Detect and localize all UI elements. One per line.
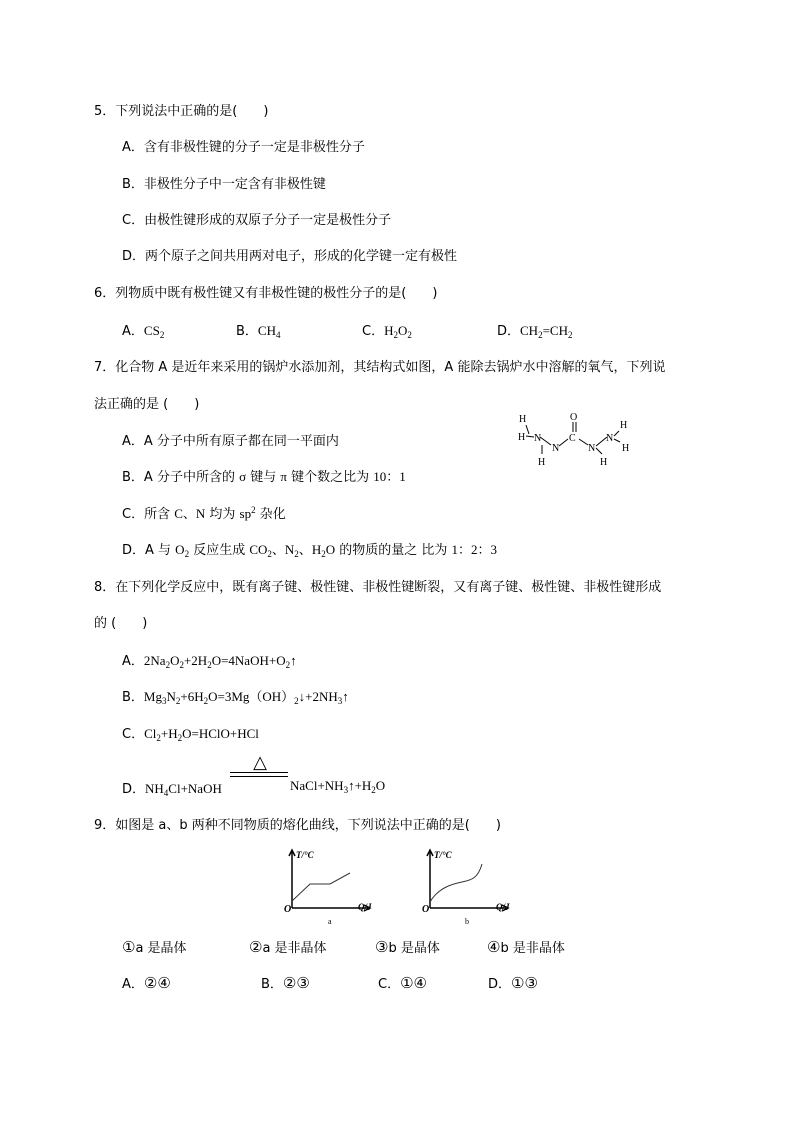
q9-option-d: D．①③ xyxy=(488,974,538,992)
q9-stem: 9．如图是 a、b 两种不同物质的熔化曲线，下列说法中正确的是( ) xyxy=(94,818,501,833)
q7-atom-n1: N xyxy=(534,433,542,444)
q9-graph-b-ylabel: T/°C xyxy=(434,850,452,860)
q7-atom-h1: H xyxy=(519,414,527,425)
q9-graph-b xyxy=(416,846,516,926)
q8-stem-line1: 8．在下列化学反应中，既有离子键、极性键、非极性键断裂，又有离子键、极性键、非极性键形成 xyxy=(94,580,662,595)
q7-stem-line2: 法正确的是 ( ) xyxy=(94,397,200,412)
q7-atom-h6: H xyxy=(622,443,630,454)
q9-graph-a-ylabel: T/°C xyxy=(296,850,314,860)
q7-atom-h4: H xyxy=(600,457,608,468)
q9-statement-1: ①a 是晶体 xyxy=(122,938,187,956)
q7-atom-h5: H xyxy=(620,420,628,431)
q7-atom-n4: N xyxy=(606,433,614,444)
q7-structural-formula xyxy=(510,408,640,470)
q7-atom-n2: N xyxy=(552,443,560,454)
q7-atom-h3: H xyxy=(538,457,546,468)
q9-graph-b-caption: b xyxy=(465,917,469,926)
q9-statement-4: ④b 是非晶体 xyxy=(487,938,565,956)
q6-stem: 6．列物质中既有极性键又有非极性键的极性分子的是( ) xyxy=(94,286,438,301)
q7-atom-n3: N xyxy=(588,443,596,454)
q9-graph-a xyxy=(278,846,378,926)
q5-option-b: B．非极性分子中一定含有非极性键 xyxy=(122,177,326,192)
q6-option-c: C．$H_2O_2$ xyxy=(362,323,412,340)
q9-statement-3: ③b 是晶体 xyxy=(375,938,440,956)
q8-option-c: C．$Cl_2+H_2O=HClO+HCl$ xyxy=(122,726,259,743)
q7-option-b: B．A 分子中所含的 σ 键与 π 键个数之比为 10：1 xyxy=(122,469,406,485)
q5-option-d: D．两个原子之间共用两对电子，形成的化学键一定有极性 xyxy=(122,249,458,264)
q9-option-b: B．②③ xyxy=(261,974,310,992)
q6-option-a: A．$CS_2$ xyxy=(122,323,165,340)
q7-atom-h2: H xyxy=(518,432,526,443)
q8-option-a: A．$2Na_2O_2+2H_2O=4NaOH+O_2↑$ xyxy=(122,653,297,670)
q9-option-a: A．②④ xyxy=(122,974,171,992)
q9-option-c: C．①④ xyxy=(378,974,427,992)
q9-statement-2: ②a 是非晶体 xyxy=(249,938,327,956)
q9-graph-b-xlabel: Q/J xyxy=(496,902,510,912)
q7-atom-c: C xyxy=(569,433,576,444)
q8-option-d-equation-bar-bottom xyxy=(230,776,288,777)
q9-graph-a-caption: a xyxy=(328,917,332,926)
q6-option-b: B．$CH_4$ xyxy=(236,323,281,340)
q8-option-d-right: $NaCl+NH_3↑+H_2O$ xyxy=(290,778,386,795)
q7-atom-o: O xyxy=(570,412,578,423)
q6-option-d: D．$CH_2=CH_2$ xyxy=(497,323,573,340)
q7-option-a: A．A 分子中所有原子都在同一平面内 xyxy=(122,434,339,449)
q8-option-d-heat-condition: △ xyxy=(253,752,267,773)
q9-graph-b-origin: O xyxy=(422,904,430,915)
q7-option-d: D．A 与 $O_2$ 反应生成 $CO_2$、$N_2$、$H_2O$ 的物质的量之 比为 1：2：3 xyxy=(122,542,498,559)
q8-option-d-left: D．$NH_4Cl+NaOH$ xyxy=(122,781,222,798)
q5-option-a: A．含有非极性键的分子一定是非极性分子 xyxy=(122,140,365,155)
q9-graph-a-xlabel: Q/J xyxy=(358,902,372,912)
q5-stem: 5．下列说法中正确的是( ) xyxy=(94,104,269,119)
q7-stem-line1: 7．化合物 A 是近年来采用的锅炉水添加剂，其结构式如图，A 能除去锅炉水中溶解的氧气，下列说 xyxy=(94,360,666,375)
q8-stem-line2: 的 ( ) xyxy=(94,616,148,631)
q9-graph-a-origin: O xyxy=(284,904,292,915)
q5-option-c: C．由极性键形成的双原子分子一定是极性分子 xyxy=(122,213,392,228)
q7-option-c: C．所含 C、N 均为 $sp^2$ 杂化 xyxy=(122,505,286,522)
q8-option-d-equation-bar-top xyxy=(230,772,288,773)
q8-option-b: B．$Mg_3N_2+6H_2O=3Mg(OH)_2↓+2NH_3↑$ xyxy=(122,689,349,706)
